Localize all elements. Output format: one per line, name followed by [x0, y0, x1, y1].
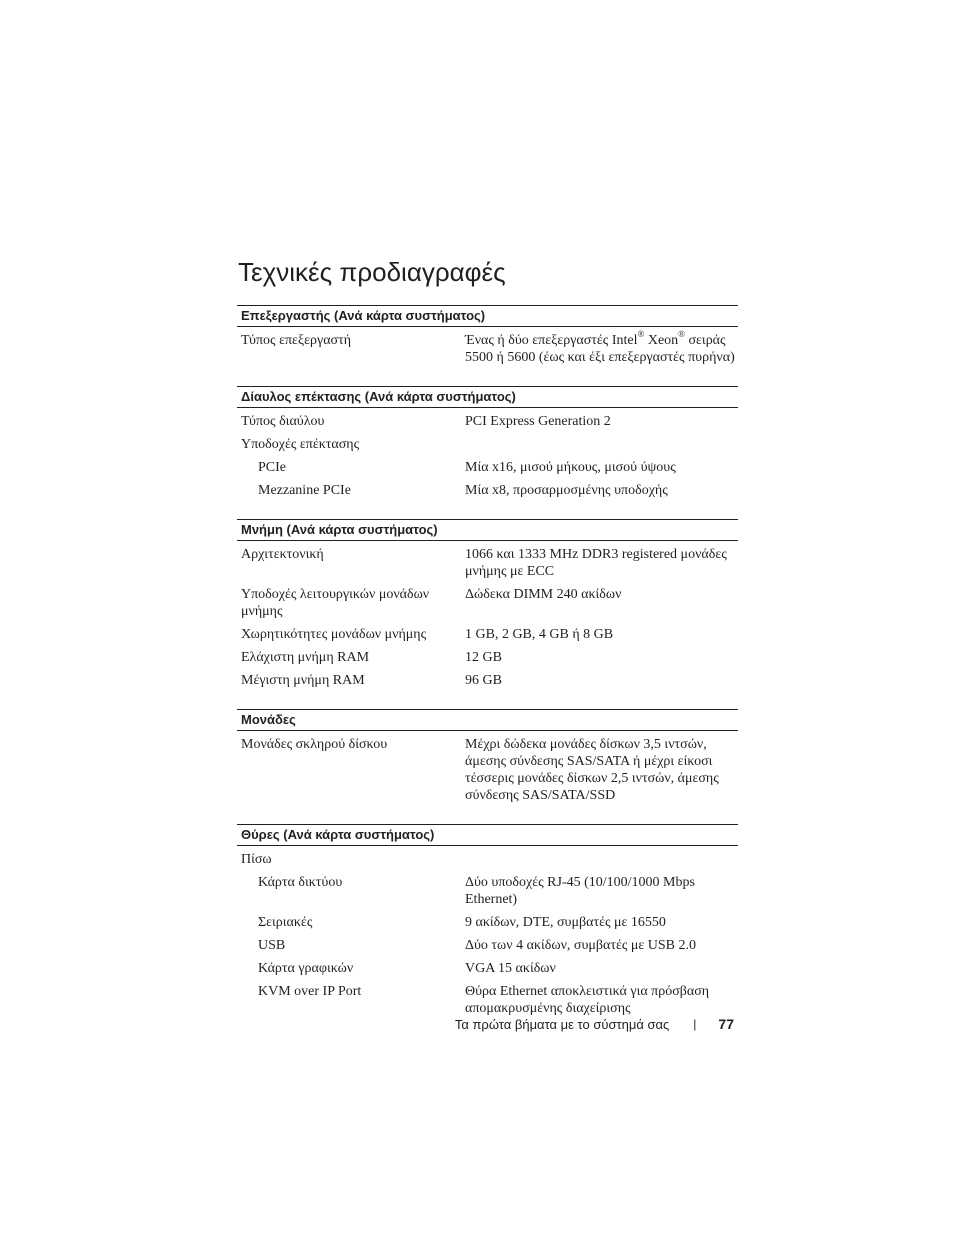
spec-label: Τύπος διαύλου — [241, 414, 325, 429]
spec-value: 1 GB, 2 GB, 4 GB ή 8 GB — [465, 627, 614, 642]
spec-section — [237, 386, 738, 505]
spec-row — [237, 329, 738, 372]
spec-row — [237, 937, 738, 960]
page-number: 77 — [718, 1016, 734, 1032]
spec-row — [237, 586, 738, 626]
spec-label: Μονάδες σκληρού δίσκου — [241, 737, 388, 752]
spec-label: PCIe — [258, 460, 286, 475]
spec-value: 1066 και 1333 MHz DDR3 registered μονάδες μνήμης με ECC — [465, 547, 727, 579]
spec-section — [237, 519, 738, 695]
spec-row — [237, 851, 738, 874]
spec-row — [237, 546, 738, 586]
spec-value — [465, 851, 738, 868]
spec-table — [237, 305, 738, 1037]
spec-label: USB — [258, 938, 286, 953]
spec-label: Τύπος επεξεργαστή — [241, 333, 352, 348]
spec-label: Σειριακές — [258, 915, 313, 930]
spec-label: Ελάχιστη μνήμη RAM — [241, 650, 370, 665]
spec-row — [237, 436, 738, 459]
section-header: Δίαυλος επέκτασης (Ανά κάρτα συστήματος) — [237, 386, 738, 408]
spec-value: 96 GB — [465, 673, 502, 688]
spec-label: KVM over IP Port — [258, 984, 362, 999]
spec-value: Δύο υποδοχές RJ-45 (10/100/1000 Mbps Ethernet) — [465, 875, 695, 907]
spec-section — [237, 709, 738, 810]
spec-row — [237, 649, 738, 672]
spec-row — [237, 914, 738, 937]
page-title: Τεχνικές προδιαγραφές — [238, 257, 506, 287]
spec-value: VGA 15 ακίδων — [465, 961, 556, 976]
spec-row — [237, 626, 738, 649]
spec-label: Αρχιτεκτονική — [241, 547, 324, 562]
section-header: Μονάδες — [237, 709, 738, 731]
spec-label: Υποδοχές λειτουργικών μονάδων μνήμης — [241, 587, 430, 619]
spec-value: Ένας ή δύο επεξεργαστές Intel® Xeon® σειράς 5500 ή 5600 (έως και έξι επεξεργαστές πυρήνα) — [465, 329, 735, 365]
spec-section — [237, 305, 738, 372]
spec-row — [237, 960, 738, 983]
spec-row — [237, 413, 738, 436]
section-header: Επεξεργαστής (Ανά κάρτα συστήματος) — [237, 305, 738, 327]
spec-row — [237, 736, 738, 810]
spec-label: Χωρητικότητες μονάδων μνήμης — [241, 627, 427, 642]
spec-value: Μέχρι δώδεκα μονάδες δίσκων 3,5 ιντσών, άμεσης σύνδεσης SAS/SATA ή μέχρι είκοσι τέσσερις μονάδες δίσκων 2,5 ιντσών, άμεσης σύνδεσης SAS/SATA/SSD — [465, 737, 719, 803]
footer-text: Τα πρώτα βήματα με το σύστημά σας — [454, 1016, 670, 1032]
section-header: Θύρες (Ανά κάρτα συστήματος) — [237, 824, 738, 846]
spec-value: 9 ακίδων, DTE, συμβατές με 16550 — [465, 915, 666, 930]
spec-value: Μία x8, προσαρμοσμένης υποδοχής — [465, 483, 668, 498]
section-header: Μνήμη (Ανά κάρτα συστήματος) — [237, 519, 738, 541]
spec-value: 12 GB — [465, 650, 502, 665]
spec-label: Πίσω — [241, 852, 272, 867]
spec-row — [237, 459, 738, 482]
spec-label: Κάρτα δικτύου — [258, 875, 343, 890]
spec-section — [237, 824, 738, 1023]
spec-label: Υποδοχές επέκτασης — [241, 437, 360, 452]
spec-value — [465, 436, 738, 453]
spec-value: Μία x16, μισού μήκους, μισού ύψους — [465, 460, 676, 475]
spec-value: PCI Express Generation 2 — [465, 414, 611, 429]
spec-label: Κάρτα γραφικών — [258, 961, 354, 976]
spec-row — [237, 874, 738, 914]
spec-label: Mezzanine PCIe — [258, 483, 351, 498]
spec-value: Δώδεκα DIMM 240 ακίδων — [465, 587, 622, 602]
spec-value: Δύο των 4 ακίδων, συμβατές με USB 2.0 — [465, 938, 697, 953]
page-footer — [455, 1014, 734, 1034]
spec-label: Μέγιστη μνήμη RAM — [241, 673, 365, 688]
spec-row — [237, 482, 738, 505]
spec-row — [237, 672, 738, 695]
footer-separator: | — [693, 1017, 697, 1031]
spec-value: Θύρα Ethernet αποκλειστικά για πρόσβαση απομακρυσμένης διαχείρισης — [465, 984, 710, 1016]
